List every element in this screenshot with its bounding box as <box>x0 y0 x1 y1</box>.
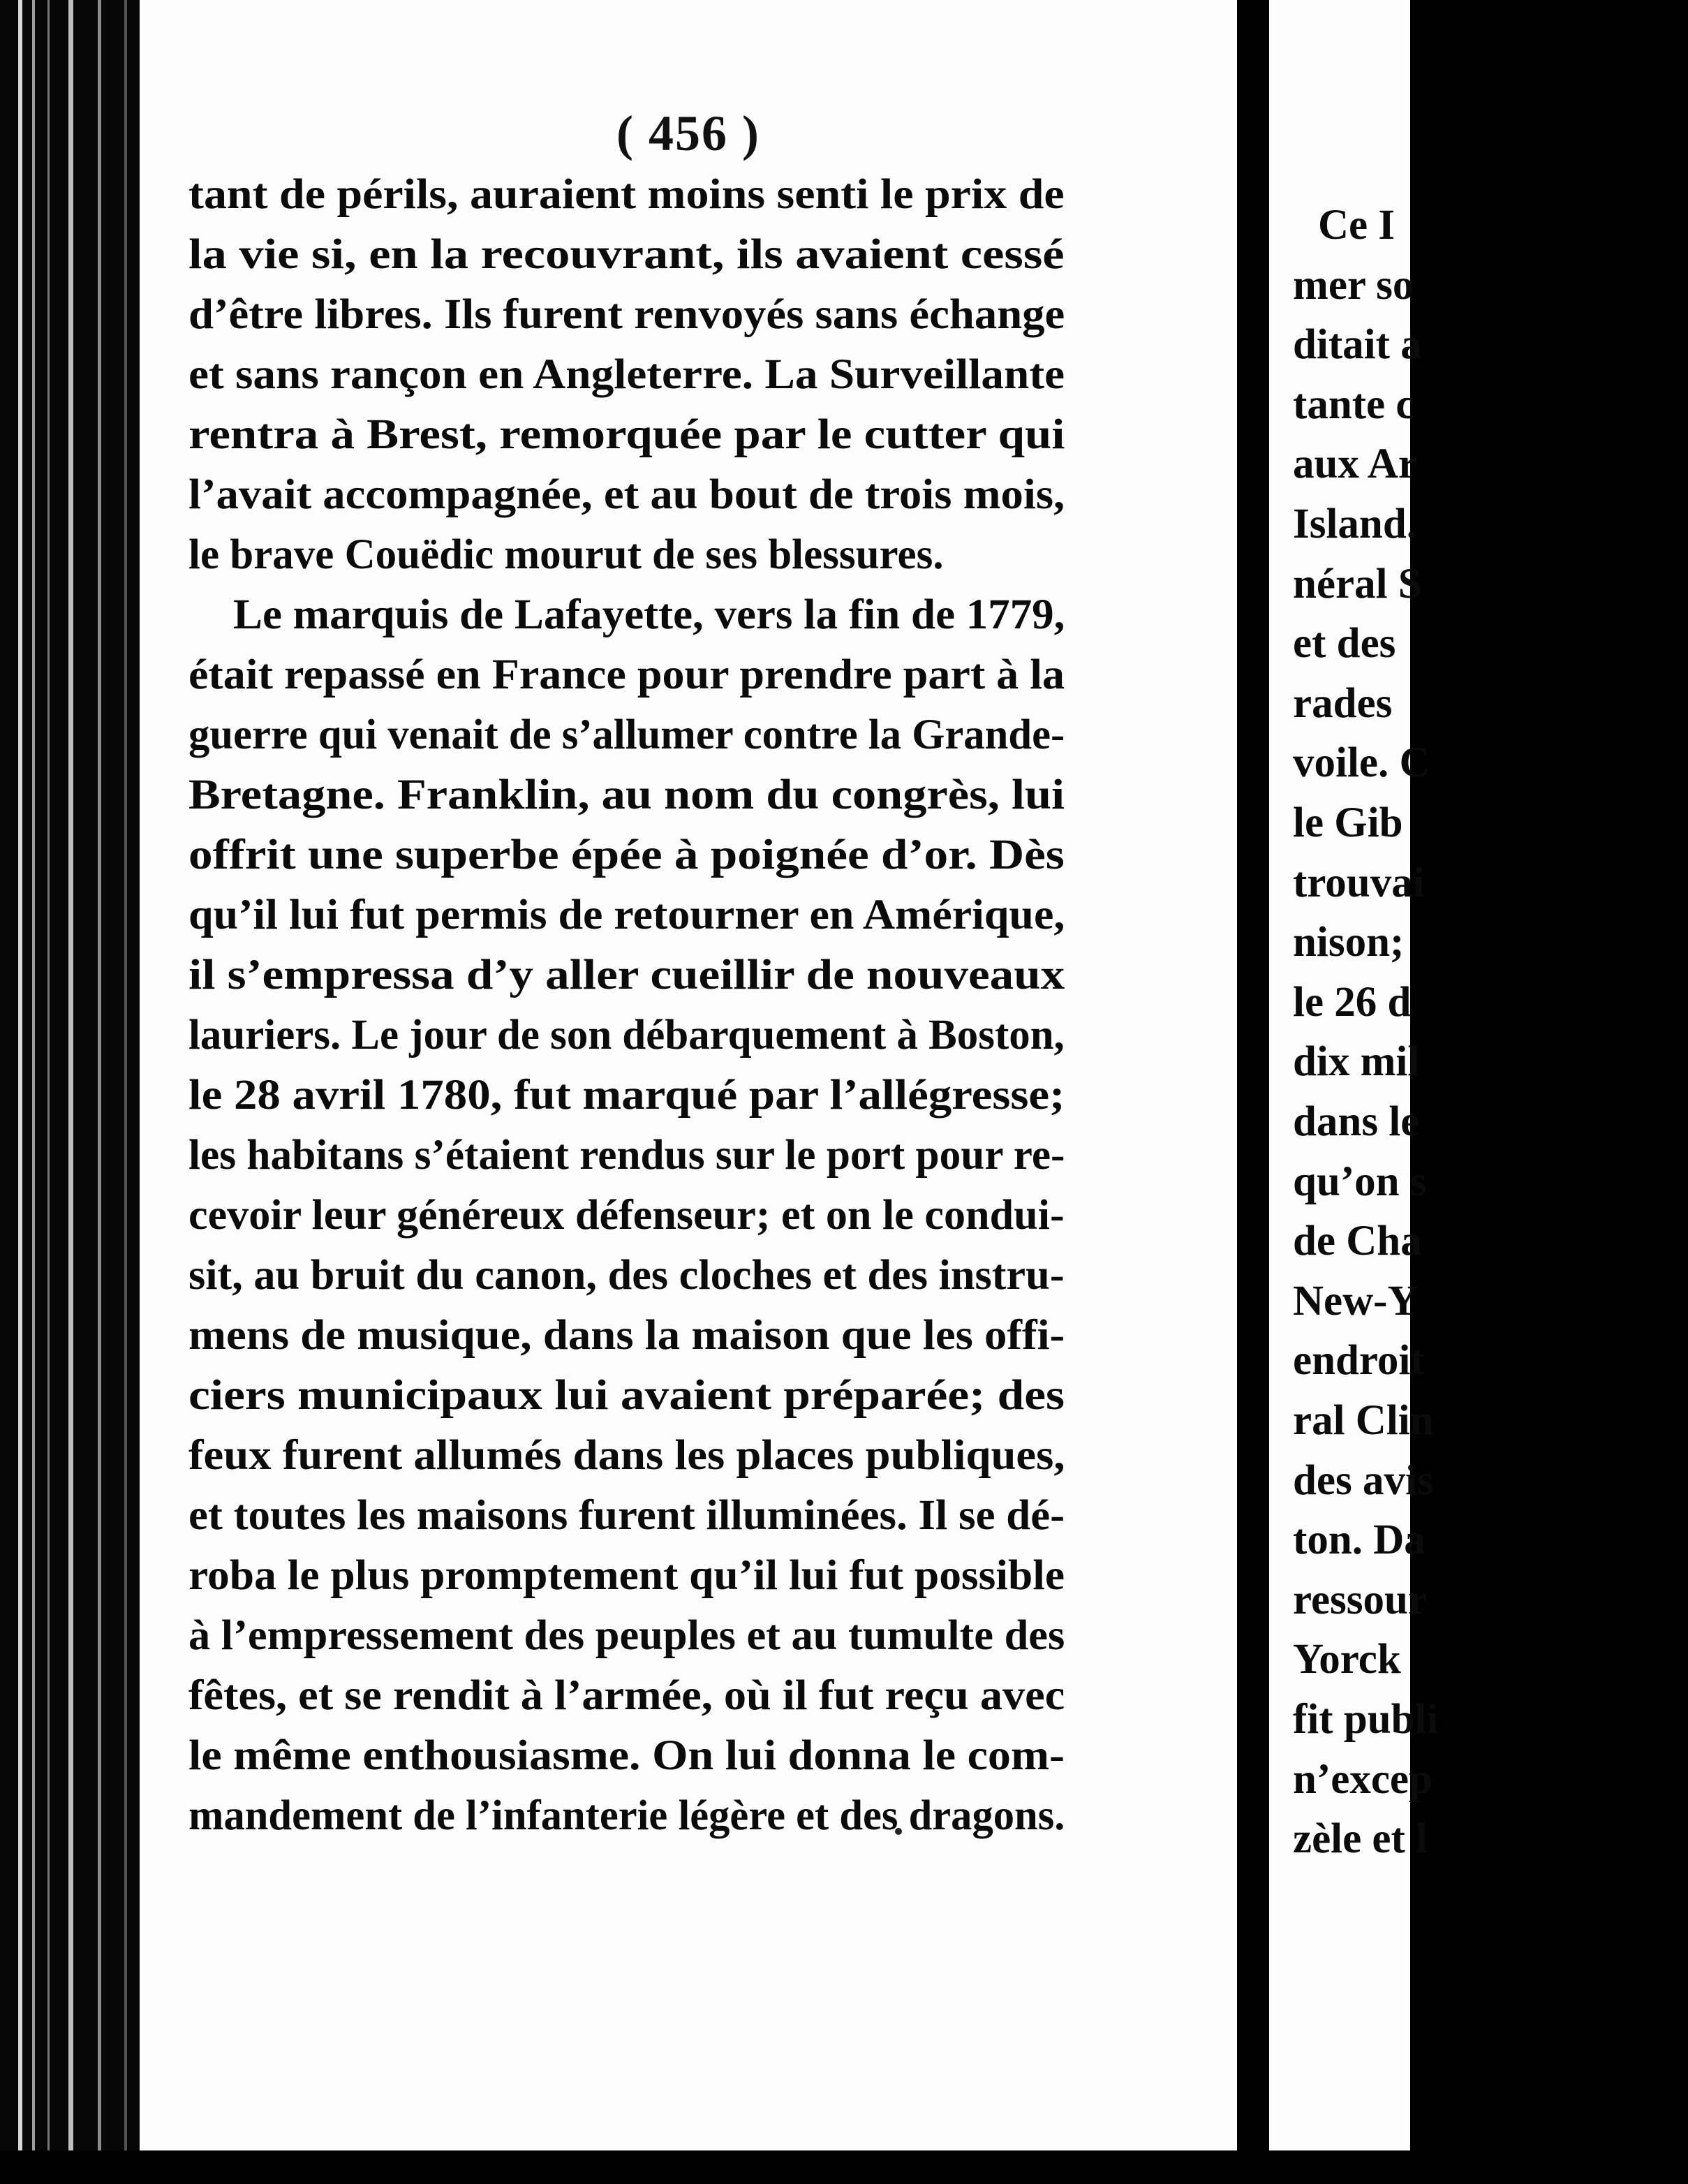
right-text-line: dans le <box>1293 1098 1420 1145</box>
right-text-line: des avis <box>1293 1456 1434 1504</box>
right-text-line: le Gib <box>1293 799 1403 846</box>
right-text-line: voile. C <box>1293 739 1430 787</box>
right-text-line: zèle et l <box>1293 1815 1428 1863</box>
text-line: mandement de l’infanterie légère et des dragons. <box>188 1792 1065 1839</box>
page-number: ( 456 ) <box>616 105 760 161</box>
text-line: feux furent allumés dans les places publiques, <box>188 1432 1065 1479</box>
text-line: guerre qui venait de s’allumer contre la Grande- <box>188 711 1065 758</box>
text-line: cevoir leur généreux défenseur; et on le condui- <box>188 1192 1065 1239</box>
right-text-line: Ce I <box>1318 202 1395 249</box>
text-line: le même enthousiasme. On lui donna le com- <box>188 1732 1065 1779</box>
right-text-line: qu’on s <box>1293 1158 1427 1205</box>
right-text-line: Yorck <box>1293 1636 1401 1683</box>
text-line: d’être libres. Ils furent renvoyés sans échange <box>188 291 1065 338</box>
right-page <box>1269 0 1439 2164</box>
right-text-line: New-Y <box>1293 1277 1419 1325</box>
text-line: mens de musique, dans la maison que les offi- <box>188 1312 1065 1359</box>
text-line: l’avait accompagnée, et au bout de trois mois, <box>188 471 1065 518</box>
text-line: roba le plus promptement qu’il lui fut possible <box>188 1552 1065 1599</box>
right-text-line: fit publi <box>1293 1696 1439 1743</box>
right-text-line: et des <box>1293 620 1396 667</box>
text-line: les habitans s’étaient rendus sur le port pour re- <box>188 1132 1065 1179</box>
text-line: ciers municipaux lui avaient préparée; des <box>188 1372 1065 1419</box>
right-text-line: rades <box>1293 679 1393 727</box>
right-text-line: ressour <box>1293 1576 1428 1623</box>
text-line: Le marquis de Lafayette, vers la fin de 1779, <box>233 591 1065 638</box>
right-text-line: ral Clin <box>1293 1397 1434 1444</box>
right-text-line: nison; <box>1293 919 1405 966</box>
book-binding <box>0 0 140 2184</box>
text-line: fêtes, et se rendit à l’armée, où il fut reçu avec <box>188 1672 1065 1719</box>
right-text-line: de Cha <box>1293 1218 1422 1265</box>
text-line: sit, au bruit du canon, des cloches et des instru- <box>188 1252 1065 1299</box>
text-line: rentra à Brest, remorquée par le cutter qui <box>188 411 1065 458</box>
text-line: qu’il lui fut permis de retourner en Amérique, <box>188 892 1065 938</box>
text-line: était repassé en France pour prendre part à la <box>188 651 1065 698</box>
page-gutter <box>1237 0 1269 2184</box>
right-text-line: le 26 d <box>1293 978 1412 1026</box>
right-text-line: trouvai <box>1293 859 1425 906</box>
right-text-line: tante c <box>1293 381 1415 428</box>
text-line: tant de périls, auraient moins senti le prix de <box>188 171 1065 218</box>
right-text-line: dix mil <box>1293 1038 1420 1086</box>
right-text-line: Island. <box>1293 501 1418 547</box>
text-line: Bretagne. Franklin, au nom du congrès, lui <box>188 772 1065 818</box>
scan-border <box>0 2150 1410 2184</box>
text-line: le brave Couëdic mourut de ses blessures. <box>188 531 944 578</box>
right-text-line: mer so <box>1293 261 1414 309</box>
text-line: lauriers. Le jour de son débarquement à Boston, <box>188 1012 1065 1058</box>
right-text-line: n’excep <box>1293 1755 1432 1803</box>
right-text-line: néral S <box>1293 560 1422 607</box>
right-text-line: ditait a <box>1293 321 1422 369</box>
text-line: et sans rançon en Angleterre. La Surveillante <box>188 351 1065 398</box>
text-line: et toutes les maisons furent illuminées. Il se dé- <box>188 1492 1065 1539</box>
right-text-line: aux Ar <box>1293 441 1417 488</box>
text-line: il s’empressa d’y aller cueillir de nouveaux <box>188 952 1065 998</box>
text-line: le 28 avril 1780, fut marqué par l’allégresse; <box>188 1072 1065 1119</box>
right-text-line: ton. Da <box>1293 1517 1426 1564</box>
text-line: la vie si, en la recouvrant, ils avaient cessé <box>188 231 1065 278</box>
right-text-line: endroit <box>1293 1337 1425 1385</box>
text-line: à l’empressement des peuples et au tumulte des <box>188 1612 1065 1659</box>
text-line: offrit une superbe épée à poignée d’or. Dès <box>188 832 1065 878</box>
